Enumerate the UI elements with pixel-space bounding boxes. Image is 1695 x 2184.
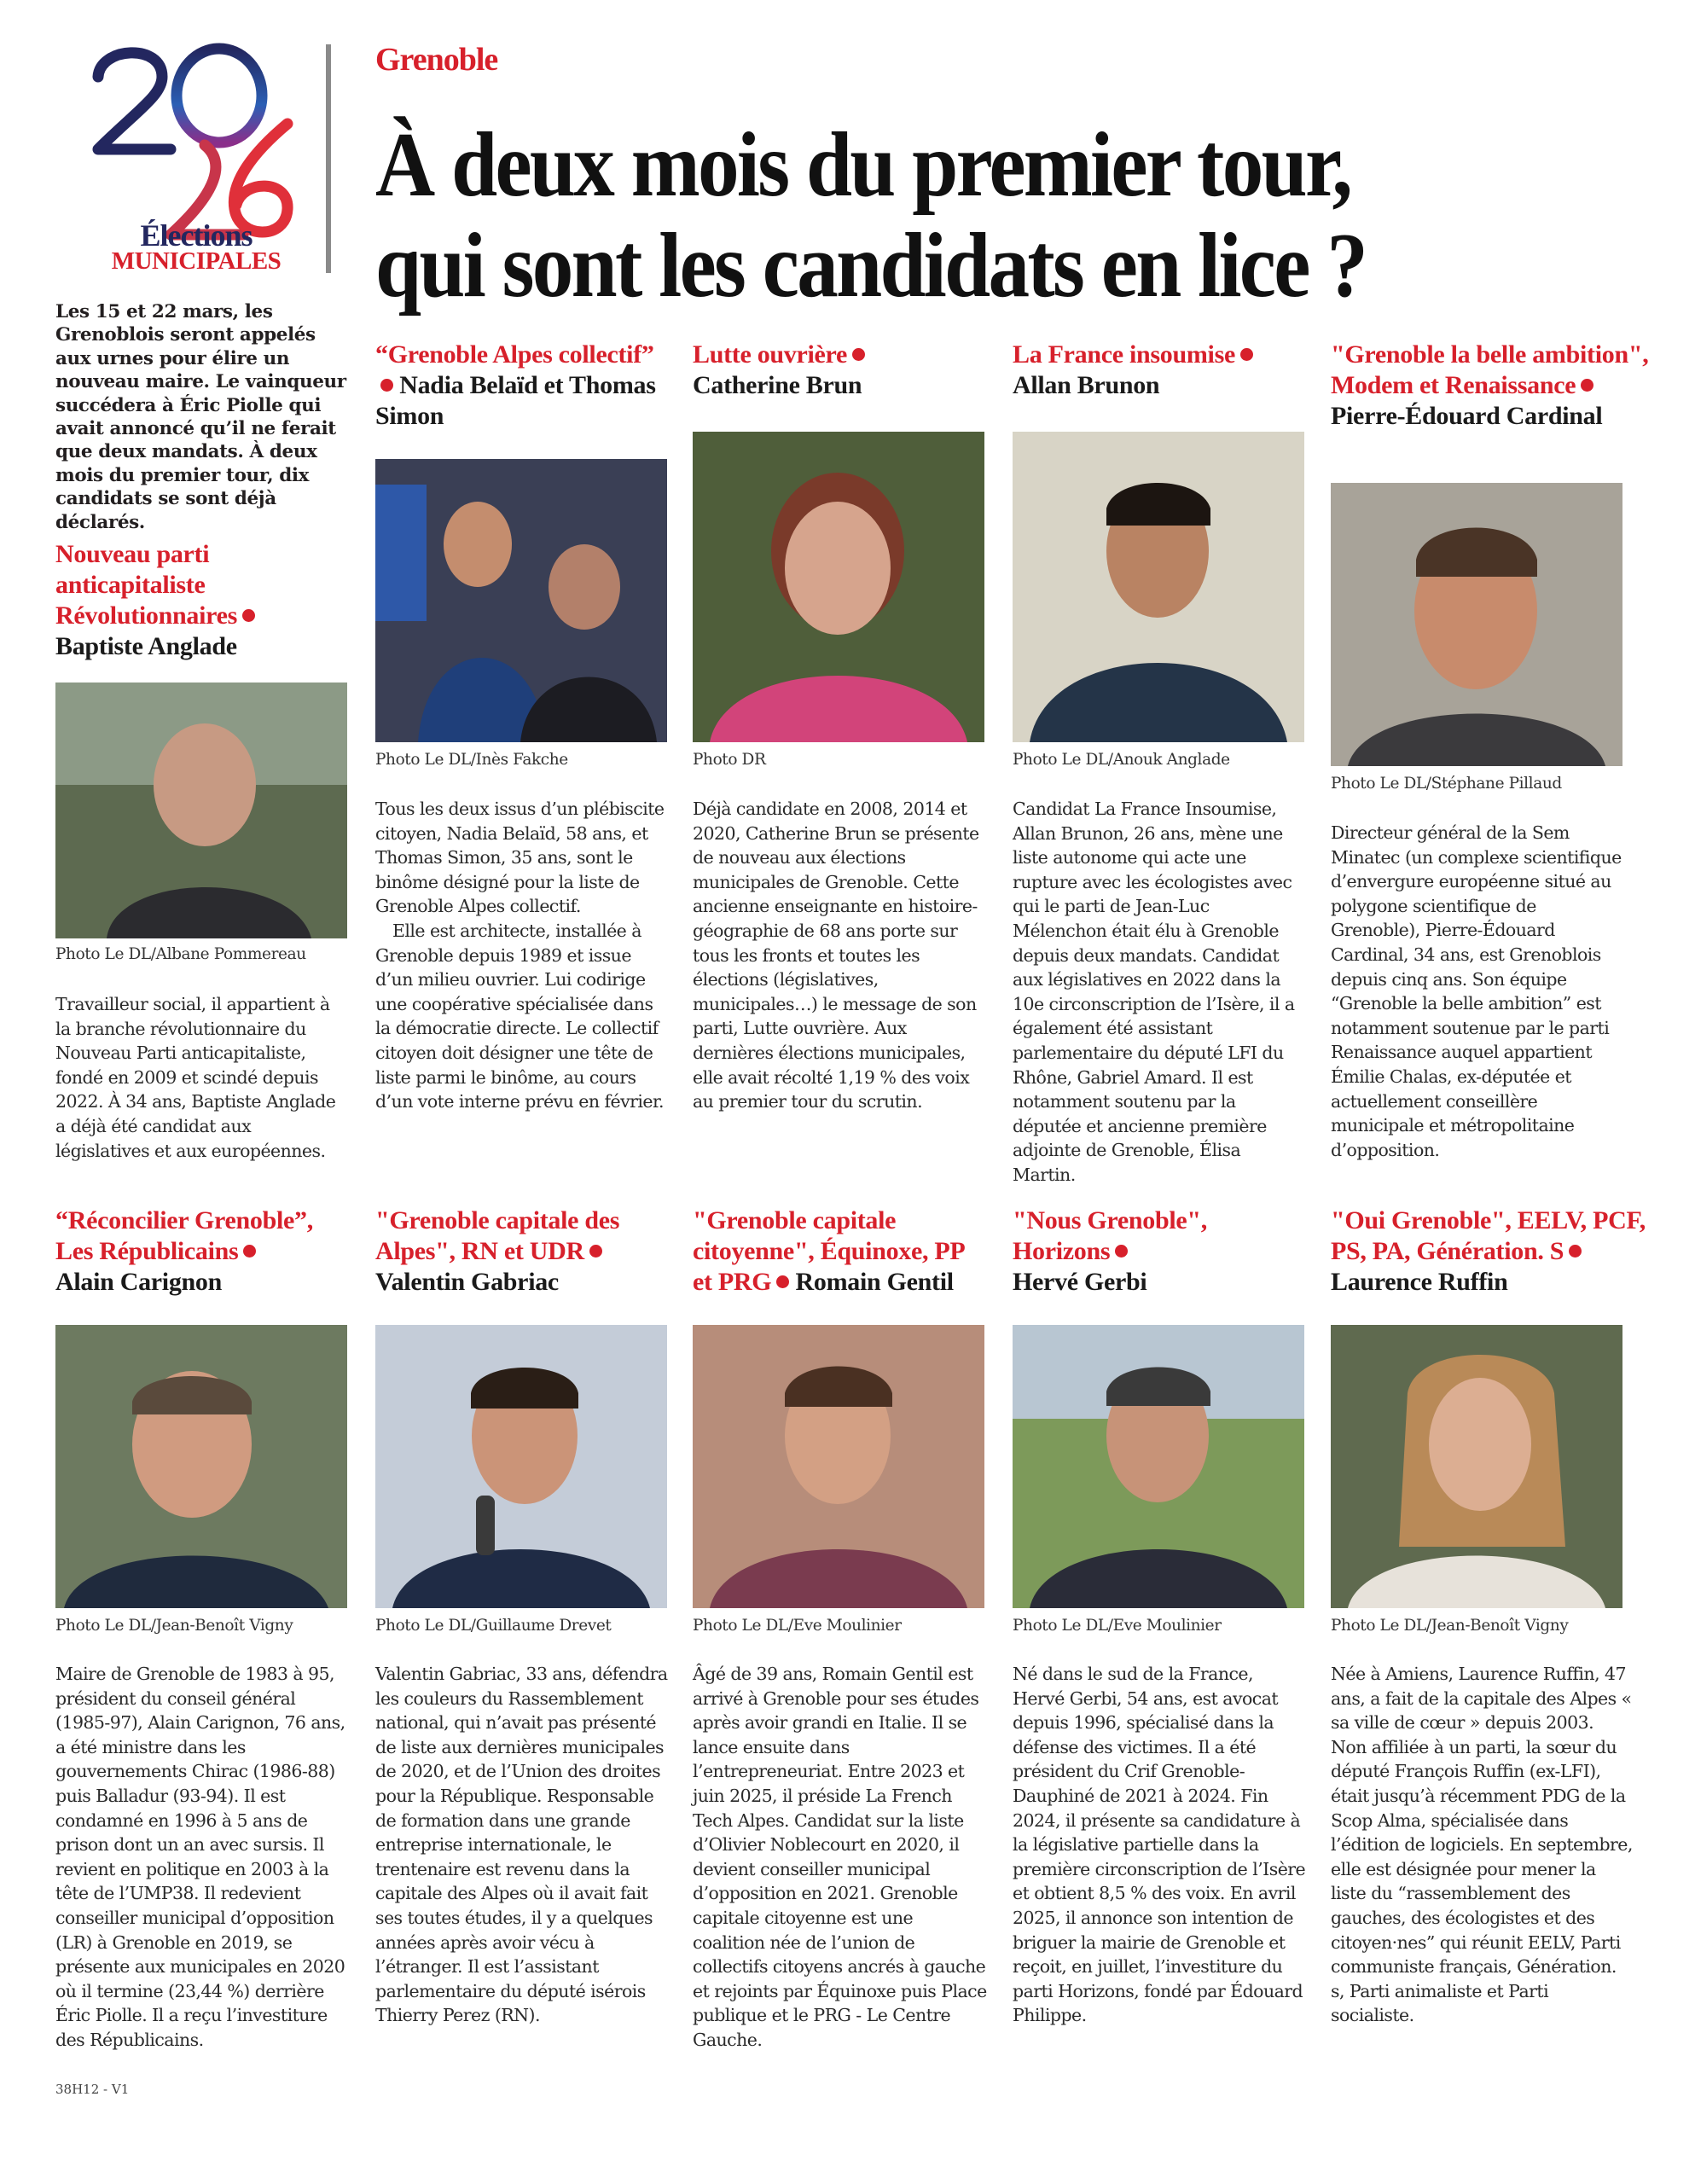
- candidate-header: [1331, 1205, 1672, 1298]
- headline: [375, 115, 1542, 317]
- bullet-dot-icon: [380, 379, 393, 392]
- candidate-bio: [693, 797, 987, 1114]
- photo-credit: Photo Le DL/Guillaume Drevet: [375, 1617, 612, 1635]
- candidate-name: Romain Gentil: [795, 1268, 954, 1296]
- party-label: Lutte ouvrière: [693, 340, 987, 370]
- candidate-header: [693, 340, 987, 401]
- candidate-photo: [1331, 1325, 1622, 1608]
- bio-paragraph: Maire de Grenoble de 1983 à 95, président du conseil général (1985-97), Alain Carignon, 76 ans, a été ministre dans les gouvernements Chirac (1986-88) puis Balladur (93-94). Il est condamné en 1996 à 5 ans de prison dont un an avec sursis. Il revient en politique en 2003 à la tête de l’UMP38. Il redevient conseiller municipal d’opposition (LR) à Grenoble en 2019, se présente aux municipales en 2020 où il termine (23,44 %) derrière Éric Piolle. Il a reçu l’investiture des Républicains.: [55, 1664, 345, 2050]
- party-label: La France insoumise: [1013, 340, 1307, 370]
- candidate-header: [1331, 340, 1672, 432]
- bio-paragraph: Valentin Gabriac, 33 ans, défendra les couleurs du Rassemblement national, qui n’avait pas présenté de liste aux dernières municipales de 2020, et de l’Union des droites pour la République. Responsable de formation dans une grande entreprise internationale, le trentenaire est revenu dans la capitale des Alpes où il avait fait ses toutes études, il y a quelques années après avoir vécu à l’étranger. Il est l’assistant parlementaire du député isérois Thierry Perez (RN).: [375, 1664, 668, 2026]
- candidate-name: Allan Brunon: [1013, 371, 1160, 399]
- bullet-dot-icon: [852, 348, 865, 361]
- photo-credit: Photo Le DL/Stéphane Pillaud: [1331, 775, 1562, 793]
- photo-credit: Photo Le DL/Anouk Anglade: [1013, 751, 1230, 769]
- photo-credit: Photo Le DL/Eve Moulinier: [1013, 1617, 1222, 1635]
- bio-paragraph: Candidat La France Insoumise, Allan Brunon, 26 ans, mène une liste autonome qui acte une rupture avec les écologistes avec qui le parti de Jean-Luc Mélenchon était élu à Grenoble depuis deux mandats. Candidat aux législatives en 2022 dans la 10e circonscription de l’Isère, il a également été assistant parlementaire du député LFI du Rhône, Gabriel Amard. Il est notamment soutenu par la députée et ancienne première adjointe de Grenoble, Élisa Martin.: [1013, 799, 1295, 1185]
- candidate-name: Baptiste Anglade: [55, 632, 237, 660]
- candidate-bio: [1331, 821, 1629, 1162]
- candidate-name: Catherine Brun: [693, 371, 862, 399]
- candidate-name: Alain Carignon: [55, 1268, 223, 1296]
- candidate-name: Laurence Ruffin: [1331, 1268, 1508, 1296]
- bio-paragraph: Âgé de 39 ans, Romain Gentil est arrivé à Grenoble pour ses études après avoir grandi en Italie. Il se lance ensuite dans l’entrepreneuriat. Entre 2023 et juin 2025, il préside La French Tech Alpes. Candidat sur la liste d’Olivier Noblecourt en 2020, il devient conseiller municipal d’opposition en 2021. Grenoble capitale citoyenne est une coalition née de l’union de collectifs citoyens ancrés à gauche et rejoints par Équinoxe puis Place publique et le PRG - Le Centre Gauche.: [693, 1664, 987, 2050]
- candidate-photo: [1013, 1325, 1304, 1608]
- headline-line-2: qui sont les candidats en lice ?: [375, 215, 1367, 317]
- intro-paragraph: Les 15 et 22 mars, les Grenoblois seront appelés aux urnes pour élire un nouveau maire. Le vainqueur succédera à Éric Piolle qui avait annoncé qu’il ne ferait que deux mandats. À deux mois du premier tour, dix candidats se sont déjà déclarés.: [55, 301, 346, 533]
- candidate-header: [375, 340, 670, 432]
- candidate-header: [693, 1205, 987, 1298]
- page-code: 38H12 - V1: [55, 2082, 130, 2097]
- candidate-bio: [55, 1662, 350, 2053]
- bullet-dot-icon: [1569, 1245, 1582, 1258]
- candidate-bio: [55, 992, 350, 1163]
- photo-credit: Photo Le DL/Jean-Benoît Vigny: [1331, 1617, 1569, 1635]
- logo-municipales-text: MUNICIPALES: [111, 247, 282, 275]
- candidate-photo: [55, 682, 347, 938]
- bullet-dot-icon: [242, 609, 255, 622]
- bio-paragraph: Déjà candidate en 2008, 2014 et 2020, Catherine Brun se présente de nouveau aux élections municipales de Grenoble. Cette ancienne enseignante en histoire-géographie de 68 ans porte sur tous les fronts et toutes les élections (législatives, municipales…) le message de son parti, Lutte ouvrière. Aux dernières élections municipales, elle avait récolté 1,19 % des voix au premier tour du scrutin.: [693, 799, 979, 1112]
- bio-paragraph: Tous les deux issus d’un plébiscite citoyen, Nadia Belaïd, 58 ans, et Thomas Simon, 35 ans, sont le binôme désigné pour la liste de Grenoble Alpes collectif.: [375, 799, 665, 917]
- logo-divider: [326, 44, 331, 273]
- candidate-photo: [1013, 432, 1304, 742]
- party-label: “Grenoble Alpes collectif” Nadia Belaïd et Thomas Simon: [375, 340, 656, 430]
- bio-paragraph: Elle est architecte, installée à Grenoble depuis 1989 et issue d’un milieu ouvrier. Lui codirige une coopérative spécialisée dans la démocratie directe. Le collectif citoyen doit désigner une tête de liste parmi le binôme, au cours d’un vote interne prévu en février.: [375, 920, 664, 1112]
- bullet-dot-icon: [1240, 348, 1253, 361]
- candidate-header: [55, 1205, 350, 1298]
- candidate-photo: [55, 1325, 347, 1608]
- candidate-bio: [1013, 797, 1307, 1188]
- candidate-photo: [1331, 483, 1622, 766]
- bio-paragraph: Travailleur social, il appartient à la branche révolutionnaire du Nouveau Parti anticapitaliste, fondé en 2009 et scindé depuis 2022. À 34 ans, Baptiste Anglade a déjà été candidat aux législatives et aux européennes.: [55, 994, 336, 1161]
- candidate-header: [375, 1205, 670, 1298]
- candidate-bio: [693, 1662, 987, 2053]
- candidate-header: [55, 539, 350, 662]
- photo-credit: Photo DR: [693, 751, 766, 769]
- party-label: "Grenoble capitale citoyenne", Équinoxe, PP et PRG Romain Gentil: [693, 1206, 964, 1296]
- candidate-photo: [693, 432, 984, 742]
- photo-credit: Photo Le DL/Inès Fakche: [375, 751, 568, 769]
- candidate-photo: [693, 1325, 984, 1608]
- candidate-bio: [1013, 1662, 1307, 2028]
- headline-line-1: À deux mois du premier tour,: [375, 114, 1351, 216]
- bio-paragraph: Né dans le sud de la France, Hervé Gerbi, 54 ans, est avocat depuis 1996, spécialisé dans la défense des victimes. Il a été président du Crif Grenoble-Dauphiné de 2021 à 2024. Fin 2024, il présente sa candidature à la législative partielle dans la première circonscription de l’Isère et obtient 8,5 % des voix. En avril 2025, il annonce son intention de briguer la mairie de Grenoble et reçoit, en juillet, l’investiture du parti Horizons, fondé par Édouard Philippe.: [1013, 1664, 1306, 2026]
- party-label: Nouveau parti anticapitaliste Révolutionnaires: [55, 539, 350, 631]
- candidate-name: Hervé Gerbi: [1013, 1268, 1147, 1296]
- logo-elections-text: Élections: [140, 218, 253, 253]
- bullet-dot-icon: [243, 1245, 256, 1258]
- candidate-header: [1013, 1205, 1307, 1298]
- bio-paragraph: Directeur général de la Sem Minatec (un complexe scientifique d’envergure européenne situé au polygone scientifique de Grenoble), Pierre-Édouard Cardinal, 34 ans, est Grenoblois depuis cinq ans. Son équipe “Grenoble la belle ambition” est notamment soutenue par le parti Renaissance auquel appartient Émilie Chalas, ex-députée et actuellement conseillère municipale et métropolitaine d’opposition.: [1331, 822, 1622, 1160]
- party-label: “Réconcilier Grenoble”, Les Républicains: [55, 1206, 313, 1265]
- candidate-bio: [1331, 1662, 1634, 2028]
- elections-2026-logo: [90, 43, 303, 273]
- candidate-bio: [375, 797, 670, 1114]
- bullet-dot-icon: [1581, 379, 1593, 392]
- party-label: "Grenoble la belle ambition", Modem et Renaissance: [1331, 340, 1649, 399]
- candidate-name: Valentin Gabriac: [375, 1268, 559, 1296]
- candidate-name: Pierre-Édouard Cardinal: [1331, 402, 1603, 430]
- photo-credit: Photo Le DL/Jean-Benoît Vigny: [55, 1617, 293, 1635]
- candidate-header: [1013, 340, 1307, 401]
- section-kicker: Grenoble: [375, 42, 498, 78]
- party-label: "Grenoble capitale des Alpes", RN et UDR: [375, 1206, 620, 1265]
- photo-credit: Photo Le DL/Albane Pommereau: [55, 945, 306, 963]
- party-label: "Nous Grenoble", Horizons: [1013, 1206, 1207, 1265]
- photo-credit: Photo Le DL/Eve Moulinier: [693, 1617, 902, 1635]
- candidate-photo: [375, 1325, 667, 1608]
- bullet-dot-icon: [589, 1245, 602, 1258]
- bullet-dot-icon: [776, 1275, 789, 1288]
- candidate-bio: [375, 1662, 670, 2028]
- candidate-name: Nadia Belaïd et Thomas Simon: [375, 371, 656, 430]
- candidate-photo: [375, 459, 667, 742]
- party-label: "Oui Grenoble", EELV, PCF, PS, PA, Génération. S: [1331, 1206, 1646, 1265]
- bio-paragraph: Née à Amiens, Laurence Ruffin, 47 ans, a fait de la capitale des Alpes « sa ville de cœur » depuis 2003. Non affiliée à un parti, la sœur du député François Ruffin (ex-LFI), était jusqu’à récemment PDG de la Scop Alma, spécialisée dans l’édition de logiciels. En septembre, elle est désignée pour mener la liste du “rassemblement des gauches, des écologistes et des citoyen·nes” qui réunit EELV, Parti communiste français, Génération. s, Parti animaliste et Parti socialiste.: [1331, 1664, 1633, 2026]
- bullet-dot-icon: [1115, 1245, 1128, 1258]
